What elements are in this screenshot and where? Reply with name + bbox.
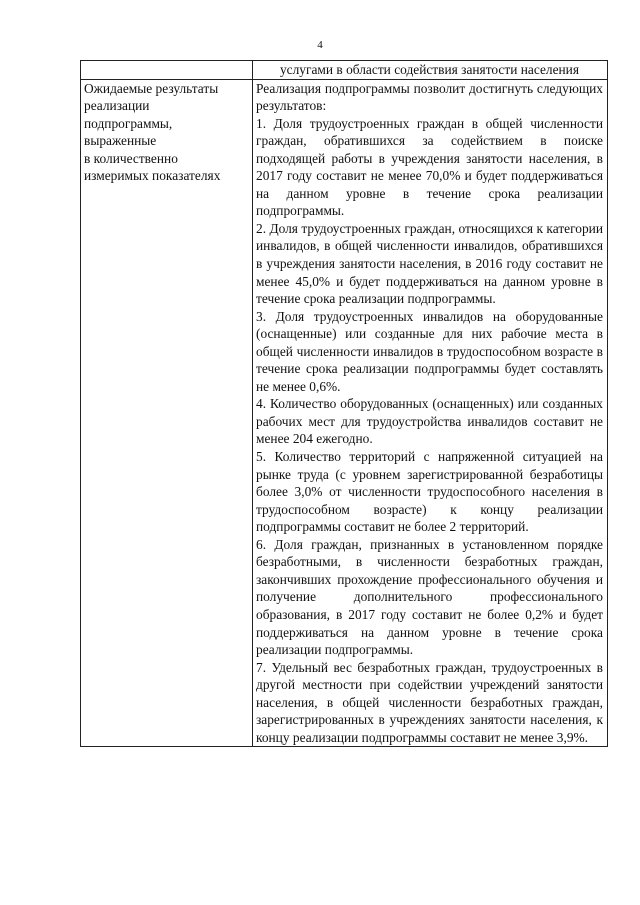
result-item-6: 6. Доля граждан, признанных в установленном порядке безработными, в численности безработных граждан, закончивших прохождение профессионального обучения и получение дополнительного профессионального образования, в 2017 году составит не более 0,2% и будет поддерживаться на данном уровне в течение срока реализации подпрограммы.: [256, 536, 603, 658]
row-label-line: выраженные: [84, 133, 157, 149]
results-intro: Реализация подпрограммы позволит достигнуть следующих результатов:: [256, 80, 603, 114]
result-item-2: 2. Доля трудоустроенных граждан, относящихся к категории инвалидов, в общей численности инвалидов, обратившихся в учреждения занятости населения, в 2016 году составит не менее 45,0% и будет поддерживаться на данном уровне в течение срока реализации подпрограммы.: [256, 220, 603, 307]
result-item-7: 7. Удельный вес безработных граждан, трудоустроенных в другой местности при содействии учреждений занятости населения, в общей численности безработных граждан, зарегистрированных в учреждениях занятости населения, к концу реализации подпрограммы составит не менее 3,9%.: [256, 659, 603, 745]
program-passport-table: [80, 60, 608, 747]
row-content-cell: [253, 79, 608, 747]
result-item-5: 5. Количество территорий с напряженной ситуацией на рынке труда (с уровнем зарегистрированной безработицы более 3,0% от численности трудоспособного населения в трудоспособном возрасте) к концу реализации подпрограммы составит не более 2 территорий.: [256, 449, 603, 535]
result-item-1: 1. Доля трудоустроенных граждан в общей численности граждан, обратившихся за содействием в поиске подходящей работы в учреждения занятости населения, в 2017 году составит не менее 70,0% и будет поддерживаться на данном уровне в течение срока реализации подпрограммы.: [256, 115, 603, 219]
row-label-line: в количественно: [84, 150, 178, 166]
result-item-4: 4. Количество оборудованных (оснащенных) или созданных рабочих мест для трудоустройства инвалидов составит не менее 204 ежегодно.: [256, 396, 603, 447]
result-item-3: 3. Доля трудоустроенных инвалидов на оборудованные (оснащенные) или созданные для них рабочие места в общей численности инвалидов в трудоспособном возрасте в течение срока реализации подпрограммы будет составлять не менее 0,6%.: [256, 308, 603, 394]
page-number: 4: [317, 39, 323, 51]
table-row-continuation: [81, 61, 608, 80]
continuation-left-cell: [81, 61, 253, 80]
continuation-text: услугами в области содействия занятости населения: [253, 61, 608, 80]
row-label-line: Ожидаемые результаты: [84, 80, 219, 96]
row-label-line: подпрограммы,: [84, 115, 173, 131]
row-label-line: измеримых показателях: [84, 168, 221, 184]
row-label-line: реализации: [84, 98, 150, 114]
table-row-expected-results: [81, 79, 608, 747]
row-label-cell: [81, 79, 253, 747]
